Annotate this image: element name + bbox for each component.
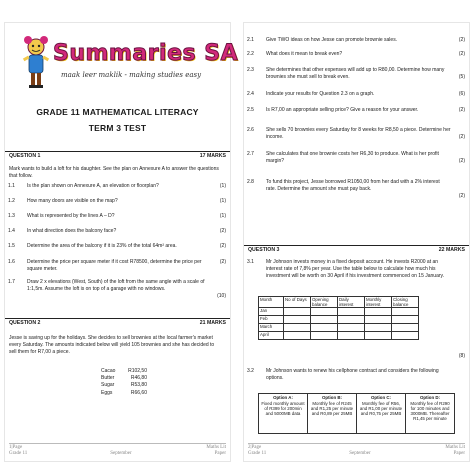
question-number: 2.4	[247, 91, 254, 97]
question-text: To fund this project, Jesse borrowed R1050,00 from her dad with a 2% interest rate. Determine the amount she must pay back.	[266, 179, 440, 192]
question-marks: (6)	[458, 91, 465, 97]
question-row	[244, 51, 469, 65]
question-marks: (2)	[219, 228, 226, 234]
page-footer	[9, 445, 226, 457]
question-text: She determines that other expenses will add up to R80,00. Determine how many brownies she must sell to break even.	[266, 67, 445, 80]
table-header-cell: Daily interest	[338, 297, 365, 308]
question-marks: (2)	[458, 134, 465, 140]
question-number: 3.2	[247, 368, 254, 374]
footer-subject: Maths Lit	[445, 445, 465, 450]
question-row	[244, 368, 469, 388]
question-row	[244, 37, 469, 51]
question-number: 1.2	[8, 198, 15, 204]
question-row	[244, 259, 469, 289]
question-text: How many doors are visible on the map?	[27, 198, 118, 204]
question-number: 1.5	[8, 243, 15, 249]
q3-marks: 22 MARKS	[438, 247, 465, 253]
table-cell	[406, 394, 455, 434]
question-row	[5, 279, 230, 305]
logo-wordmark: Summaries SA	[53, 41, 239, 66]
question-text: Determine the price per square meter if it cost R78500, determine the price per square meter.	[27, 259, 202, 272]
option-title: Option D:	[420, 395, 440, 400]
footer-month: September	[349, 451, 371, 456]
question-text: Indicate your results for Question 2.3 on a graph.	[266, 91, 375, 97]
question-marks: (10)	[217, 293, 226, 299]
question-number: 1.3	[8, 213, 15, 219]
table-row	[259, 316, 419, 324]
table-cell	[357, 394, 406, 434]
summaries-sa-logo	[19, 35, 239, 97]
question-text: Is the plan shown on Annexure A, an elevation or floorplan?	[27, 183, 159, 189]
document-page-1	[4, 22, 239, 462]
option-title: Option A:	[273, 395, 293, 400]
ingredient-name: Cacao	[101, 368, 116, 374]
q3-rule	[244, 245, 469, 246]
question-number: 3.1	[247, 259, 254, 265]
table-cell: March	[259, 324, 284, 332]
question-row	[244, 107, 469, 121]
question-marks: (2)	[458, 158, 465, 164]
ingredient-price: R53,80	[130, 382, 147, 389]
list-item	[101, 375, 147, 382]
ingredient-price: R46,80	[130, 375, 147, 382]
question-row	[5, 213, 230, 227]
table-cell: Jan	[259, 308, 284, 316]
table-row	[259, 308, 419, 316]
question-number: 2.8	[247, 179, 254, 185]
question-number: 1.1	[8, 183, 15, 189]
q1-label: QUESTION 1	[9, 153, 41, 159]
footer-paper: Paper	[214, 451, 226, 456]
list-item	[101, 382, 147, 389]
question-marks: (5)	[458, 74, 465, 80]
question-row	[244, 91, 469, 105]
option-text: Monthly fee of R245 and R1,25 per minute and R0,89 per 25MB	[310, 401, 354, 416]
table-cell	[259, 394, 308, 434]
question-row	[5, 198, 230, 212]
list-item	[101, 390, 147, 397]
table-cell: Feb	[259, 316, 284, 324]
ingredient-name: Eggs	[101, 389, 113, 396]
question-marks: (2)	[219, 243, 226, 249]
ingredient-name: Sugar	[101, 382, 115, 389]
table-header-cell: No of Days	[284, 297, 311, 308]
question-row	[244, 179, 469, 201]
page-footer	[248, 445, 465, 457]
question-text: Determine the area of the balcony if it is 23% of the total 64m² area.	[27, 243, 177, 249]
mascot-icon	[19, 35, 53, 93]
test-title: GRADE 11 MATHEMATICAL LITERACY	[36, 107, 199, 117]
option-title: Option B:	[322, 395, 342, 400]
question-row	[5, 183, 230, 197]
question-number: 1.6	[8, 259, 15, 265]
logo-tagline: maak leer maklik - making studies easy	[61, 71, 202, 79]
question-number: 1.4	[8, 228, 15, 234]
page-number: 2|Page	[248, 445, 262, 450]
question-row	[5, 228, 230, 242]
question-text: In what direction does the balcony face?	[27, 228, 117, 234]
option-text: Monthly fee of R56, and R1,00 per minute and R0,75 per 25MB	[359, 401, 403, 416]
question-row	[244, 67, 469, 81]
question-text: Is R7,00 an appropriate selling price? Give a reason for your answer.	[266, 107, 419, 113]
question-number: 2.3	[247, 67, 254, 73]
q1-marks: 17 MARKS	[199, 153, 226, 159]
table-cell: April	[259, 332, 284, 340]
option-text: Monthly fee of R290 for 100 minutes and 3000MB. Thereafter R1,45 per minute	[410, 401, 450, 421]
question-text: Mr Johnson invests money in a fixed deposit account. He invests R2000 at an interest rate of 7,8% per year. Use the table below to calculate how much his investment will be worth on 30 April if his investment commenced on 15 January.	[266, 259, 445, 279]
table-header-cell: Opening balance	[311, 297, 338, 308]
q2-marks: 21 MARKS	[199, 320, 226, 326]
footer-grade: Grade 11	[248, 451, 267, 456]
question-row	[244, 151, 469, 165]
test-subtitle: TERM 3 TEST	[88, 123, 147, 133]
question-text: What is represented by the lines A – D?	[27, 213, 115, 219]
q2-rule	[5, 318, 230, 319]
table-header-cell: Closing balance	[392, 297, 419, 308]
question-number: 2.2	[247, 51, 254, 57]
table-header-row	[259, 297, 419, 308]
page-number: 1|Page	[9, 445, 23, 450]
q1-header	[5, 153, 230, 159]
footer-paper: Paper	[453, 451, 465, 456]
footer-subject: Maths Lit	[206, 445, 226, 450]
q2-label: QUESTION 2	[9, 320, 41, 326]
table-row	[259, 394, 455, 434]
question-text: Give TWO ideas on how Jesse can promote brownie sales.	[266, 37, 398, 43]
footer-rule	[9, 443, 226, 444]
q3-header	[244, 247, 469, 253]
question-number: 2.5	[247, 107, 254, 113]
table-row	[259, 332, 419, 340]
ingredient-name: Butter	[101, 375, 115, 382]
question-text: She calculates that one brownie costs her R6,30 to produce. What is her profit margin?	[266, 151, 439, 164]
question-marks: (2)	[458, 37, 465, 43]
ingredient-price: R66,60	[130, 389, 147, 396]
table-cell	[308, 394, 357, 434]
interest-table	[258, 296, 419, 340]
table-header-cell: Month	[259, 297, 284, 308]
list-item	[101, 368, 147, 375]
question-number: 2.6	[247, 127, 254, 133]
question-text: Draw 2 x elevations (West, South) of the loft from the same angle with a scale of 1:1,5m. Assume the loft is on top of a garage with no windows.	[27, 279, 205, 292]
table-header-cell: Monthly interest	[365, 297, 392, 308]
document-page-2	[243, 22, 470, 462]
question-marks: (8)	[458, 353, 465, 359]
q1-rule	[5, 151, 230, 152]
footer-grade: Grade 11	[9, 451, 28, 456]
footer-rule	[248, 443, 465, 444]
table-row	[259, 324, 419, 332]
q2-intro: Jesse is saving up for the holidays. She decides to sell brownies at the local farmer's market every Saturday. The amounts indicated below will yield 105 brownies and she has decided to sell them for R7,00 a piece.	[9, 335, 215, 355]
question-number: 2.1	[247, 37, 254, 43]
ingredient-price: R102,50	[128, 368, 147, 374]
question-marks: (1)	[219, 213, 226, 219]
option-title: Option C:	[371, 395, 391, 400]
question-marks: (2)	[458, 51, 465, 57]
ingredients-list	[101, 368, 147, 397]
question-text: What does it mean to break even?	[266, 51, 343, 57]
option-text: Fixed monthly amount of R399 for 200min and 5000MB data	[261, 401, 305, 416]
q1-intro: Mark wants to build a loft for his daughter. See the plan on Annexure A to answer the questions that follow.	[9, 166, 219, 179]
question-marks: (2)	[458, 107, 465, 113]
footer-month: September	[110, 451, 132, 456]
question-number: 1.7	[8, 279, 15, 285]
cellphone-options-table	[258, 393, 455, 434]
question-row	[244, 127, 469, 141]
question-marks: (2)	[458, 193, 465, 199]
question-row	[5, 259, 230, 273]
question-row	[5, 243, 230, 257]
question-marks: (2)	[219, 259, 226, 265]
q3-label: QUESTION 3	[248, 247, 280, 253]
question-number: 2.7	[247, 151, 254, 157]
q2-header	[5, 320, 230, 326]
question-text: She sells 70 brownies every Saturday for 8 weeks for R8,50 a piece. Determine her income.	[266, 127, 451, 140]
question-marks: (1)	[219, 183, 226, 189]
question-text: Mr Johnson wants to renew his cellphone contract and considers the following options.	[266, 368, 439, 381]
question-marks: (1)	[219, 198, 226, 204]
